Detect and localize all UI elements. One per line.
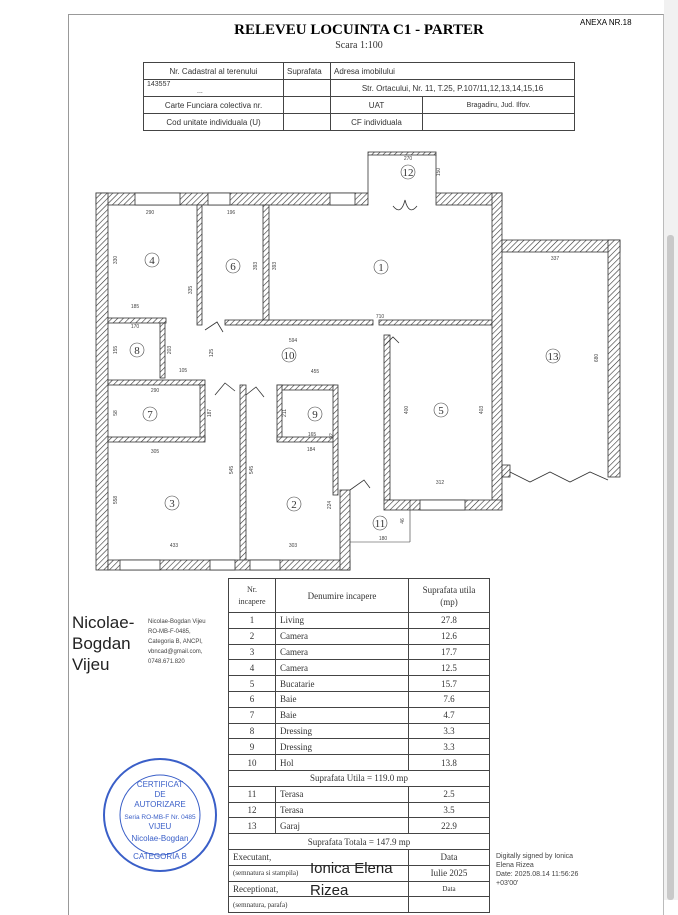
cell-area: 2.5	[409, 786, 490, 802]
dimension-label: 680	[594, 353, 600, 363]
text-line: +03'00'	[496, 880, 519, 887]
room-number: 13	[547, 351, 559, 363]
receiver-name-2: Rizea	[310, 882, 349, 899]
address-value: Str. Ortacului, Nr. 11, T.25, P.107/11,12,13,14,15,16	[331, 80, 575, 97]
dimension-label: 558	[113, 495, 119, 505]
executant-sign-label: (semnatura si stampila)	[229, 865, 409, 881]
cell-name: Baie	[276, 707, 409, 723]
data-label: Data	[409, 849, 490, 865]
header-nr: Nr. incapere	[229, 579, 276, 613]
room-number: 12	[402, 167, 414, 179]
dimension-label: 150	[436, 167, 442, 177]
surveyor-signature-name: Nicolae-Bogdan Vijeu	[72, 613, 135, 674]
cell-name: Terasa	[276, 802, 409, 818]
text-line: Nicolae-Bogdan Vijeu	[148, 619, 206, 625]
dimension-label: 710	[375, 314, 385, 320]
dimension-label: 337	[550, 256, 560, 262]
receptionat-label: Receptionat,	[229, 881, 409, 897]
cell-name: Camera	[276, 644, 409, 660]
table-row	[229, 691, 490, 707]
digital-signature	[496, 852, 578, 888]
cf-individual-label: CF individuala	[331, 114, 423, 131]
room-number: 4	[149, 255, 155, 267]
address-label: Adresa imobilului	[331, 63, 575, 80]
cell-area: 15.7	[409, 676, 490, 692]
cell-nr: 2	[229, 628, 276, 644]
cell-area: 7.6	[409, 691, 490, 707]
text-line: RO-MB-F-0485,	[148, 629, 191, 635]
stamp-text: CERTIFICAT	[136, 780, 184, 789]
header-area: Suprafata utila (mp)	[409, 579, 490, 613]
dimension-label: 290	[150, 388, 160, 394]
cell-area: 12.5	[409, 660, 490, 676]
stamp-text: CATEGORIA B	[133, 852, 187, 861]
header-name: Denumire incapere	[276, 579, 409, 613]
text-line: Elena Rizea	[496, 862, 534, 869]
table-row	[229, 739, 490, 755]
dimension-label: 290	[145, 210, 155, 216]
cell-area: 4.7	[409, 707, 490, 723]
surveyor-details	[148, 617, 206, 667]
table-row	[229, 723, 490, 739]
receptionat-sign-label: (semnatura, parafa)	[229, 897, 409, 913]
cell-area: 3.3	[409, 739, 490, 755]
dimension-label: 330	[113, 255, 119, 265]
cell-name: Camera	[276, 628, 409, 644]
dimension-label: 46	[400, 518, 406, 524]
cell-name: Terasa	[276, 786, 409, 802]
room-number: 3	[169, 498, 175, 510]
text-line: Digitally signed by Ionica	[496, 853, 574, 860]
cell-area: 3.5	[409, 802, 490, 818]
dimension-label: 403	[479, 405, 485, 415]
room-number: 7	[147, 409, 153, 421]
cell-nr: 8	[229, 723, 276, 739]
dimension-label: 270	[403, 156, 413, 162]
text-line: vbncad@gmail.com,	[148, 649, 203, 655]
table-row	[229, 676, 490, 692]
data-value: Iulie 2025	[409, 865, 490, 881]
document-title: RELEVEU LOCUINTA C1 - PARTER	[234, 22, 484, 38]
text-line: Categoria B, ANCPI,	[148, 639, 203, 645]
room-number: 5	[438, 405, 444, 417]
table-row	[229, 818, 490, 834]
dimension-label: 393	[272, 261, 278, 271]
cell-nr: 4	[229, 660, 276, 676]
text-line: Date: 2025.08.14 11:56:26	[496, 871, 579, 878]
data2-label: Data	[409, 881, 490, 897]
dimension-label: 400	[404, 405, 410, 415]
cell-name: Dressing	[276, 723, 409, 739]
dimension-label: 58	[113, 410, 119, 416]
dimension-label: 545	[229, 465, 235, 475]
dimension-label: 125	[209, 348, 215, 358]
cell-nr: 3	[229, 644, 276, 660]
dimension-label: 393	[253, 261, 259, 271]
cell-name: Garaj	[276, 818, 409, 834]
cell-name: Dressing	[276, 739, 409, 755]
cell-nr: 12	[229, 802, 276, 818]
executant-label: Executant,	[229, 849, 409, 865]
cell-name: Bucatarie	[276, 676, 409, 692]
unit-code-label: Cod unitate individuala (U)	[144, 114, 284, 131]
dimension-label: 155	[113, 345, 119, 355]
room-number: 11	[374, 518, 386, 530]
dimension-label: 180	[378, 536, 388, 542]
cell-area: 22.9	[409, 818, 490, 834]
table-row	[229, 628, 490, 644]
cell-nr: 10	[229, 755, 276, 771]
table-row	[229, 660, 490, 676]
cell-name: Camera	[276, 660, 409, 676]
useful-total: Suprafata Utila = 119.0 mp	[229, 770, 490, 786]
table-row	[229, 755, 490, 771]
dimension-label: 545	[249, 465, 255, 475]
cell-nr: 13	[229, 818, 276, 834]
cell-nr: 11	[229, 786, 276, 802]
surface-label: Suprafata	[284, 63, 331, 80]
stamp-text: AUTORIZARE	[134, 800, 186, 809]
dimension-label: 433	[169, 543, 179, 549]
dimension-label: 165	[307, 432, 317, 438]
authorization-stamp	[100, 755, 220, 875]
table-row	[229, 644, 490, 660]
dimension-label: 184	[306, 447, 316, 453]
stamp-text: Nicolae-Bogdan	[131, 834, 189, 843]
dimension-label: 303	[288, 543, 298, 549]
stamp-text: DE	[154, 790, 166, 799]
dimension-label: 224	[327, 500, 333, 510]
receiver-name-1: Ionica Elena	[310, 860, 393, 877]
cell-area: 17.7	[409, 644, 490, 660]
cell-nr: 5	[229, 676, 276, 692]
stamp-text: Seria RO-MB-F Nr. 0485	[124, 814, 196, 821]
dimension-label: 196	[226, 210, 236, 216]
dimension-label: 187	[207, 408, 213, 418]
room-number: 6	[230, 261, 236, 273]
dimension-label: 594	[288, 338, 298, 344]
room-number: 9	[312, 409, 318, 421]
cell-name: Living	[276, 613, 409, 629]
text-line: 0748.671.820	[148, 659, 185, 665]
stamp-text: VIJEU	[148, 822, 172, 831]
cadastral-label: Nr. Cadastral al terenului	[144, 63, 284, 80]
cell-area: 3.3	[409, 723, 490, 739]
dimension-label: 203	[167, 345, 173, 355]
dimension-label: 312	[435, 480, 445, 486]
room-number: 1	[378, 262, 384, 274]
cell-nr: 1	[229, 613, 276, 629]
cell-nr: 7	[229, 707, 276, 723]
cell-nr: 9	[229, 739, 276, 755]
cell-area: 13.8	[409, 755, 490, 771]
cell-area: 27.8	[409, 613, 490, 629]
table-row	[229, 786, 490, 802]
annex-label: ANEXA NR.18	[580, 18, 632, 27]
room-number: 2	[291, 499, 297, 511]
grand-total: Suprafata Totala = 147.9 mp	[229, 834, 490, 850]
dimension-label: 305	[150, 449, 160, 455]
cadastral-value: 143557	[147, 81, 171, 88]
cell-area: 12.6	[409, 628, 490, 644]
dimension-label: 211	[282, 409, 288, 417]
uat-value: Bragadiru, Jud. Ilfov.	[423, 97, 575, 114]
cadastral-sub: ...	[197, 88, 203, 95]
table-row	[229, 802, 490, 818]
room-number: 8	[134, 345, 140, 357]
cell-name: Baie	[276, 691, 409, 707]
cell-name: Hol	[276, 755, 409, 771]
scale-label: Scara 1:100	[335, 40, 383, 51]
dimension-label: 185	[130, 304, 140, 310]
dimension-label: 105	[178, 368, 188, 374]
cf-label: Carte Funciara colectiva nr.	[144, 97, 284, 114]
table-row	[229, 613, 490, 629]
table-row	[229, 707, 490, 723]
dimension-label: 92	[329, 433, 335, 439]
dimension-label: 335	[188, 285, 194, 295]
dimension-label: 170	[130, 324, 140, 330]
room-number: 10	[283, 350, 295, 362]
dimension-label: 455	[310, 369, 320, 375]
uat-label: UAT	[331, 97, 423, 114]
cell-nr: 6	[229, 691, 276, 707]
